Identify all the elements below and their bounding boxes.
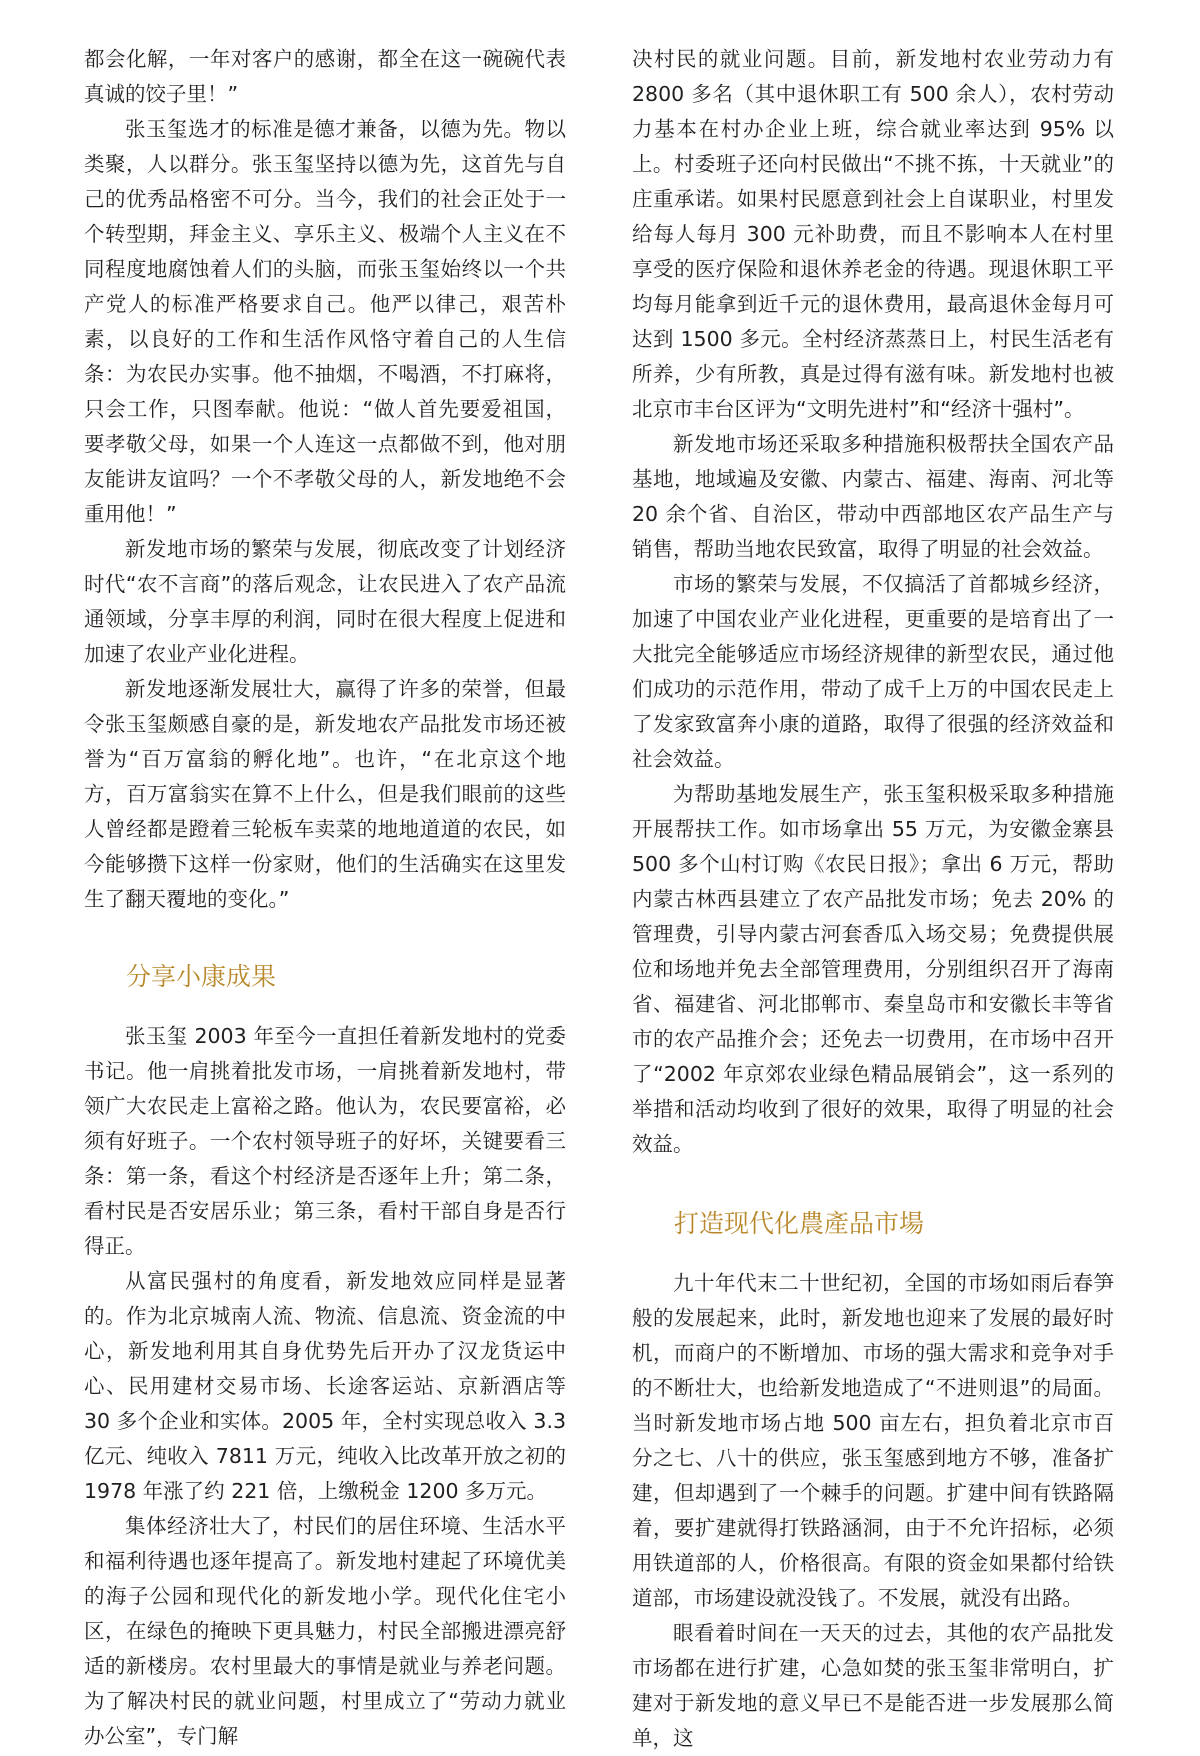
paragraph: 新发地逐渐发展壮大，赢得了许多的荣誉，但最令张玉玺颇感自豪的是，新发地农产品批发市场还被誉为“百万富翁的孵化地”。也许，“在北京这个地方，百万富翁实在算不上什么，但是我们眼前的这些人曾经都是蹬着三轮板车卖菜的地地道道的农民，如今能够攒下这样一份家财，他们的生活确实在这里发生了翻天覆地的变化。” xyxy=(84,677,566,911)
paragraph: 新发地市场还采取多种措施积极帮扶全国农产品基地，地域遍及安徽、内蒙古、福建、海南、河北等 20 余个省、自治区，带动中西部地区农产品生产与销售，帮助当地农民致富，取得了明显的社会效益。 xyxy=(632,432,1114,561)
paragraph: 张玉玺 2003 年至今一直担任着新发地村的党委书记。他一肩挑着批发市场，一肩挑着新发地村，带领广大农民走上富裕之路。他认为，农民要富裕，必须有好班子。一个农村领导班子的好坏，关键要看三条：第一条，看这个村经济是否逐年上升；第二条，看村民是否安居乐业；第三条，看村干部自身是否行得正。 xyxy=(84,1024,566,1258)
paragraph: 集体经济壮大了，村民们的居住环境、生活水平和福利待遇也逐年提高了。新发地村建起了环境优美的海子公园和现代化的新发地小学。现代化住宅小区，在绿色的掩映下更具魅力，村民全部搬进漂亮舒适的新楼房。农村里最大的事情是就业与养老问题。为了解决村民的就业问题，村里成立了“劳动力就业办公室”，专门解 xyxy=(84,1514,566,1748)
section-heading: 分享小康成果 xyxy=(126,962,277,991)
right-column xyxy=(632,42,1114,1756)
left-column xyxy=(84,42,566,1754)
paragraph: 从富民强村的角度看，新发地效应同样是显著的。作为北京城南人流、物流、信息流、资金流的中心，新发地利用其自身优势先后开办了汉龙货运中心、民用建材交易市场、长途客运站、京新酒店等 30 多个企业和实体。2005 年，全村实现总收入 3.3 亿元、纯收入 7811 万元，纯收入比改革开放之初的 1978 年涨了约 221 倍，上缴税金 1200 多万元。 xyxy=(84,1269,566,1503)
paragraph: 张玉玺选才的标准是德才兼备，以德为先。物以类聚，人以群分。张玉玺坚持以德为先，这首先与自己的优秀品格密不可分。当今，我们的社会正处于一个转型期，拜金主义、享乐主义、极端个人主义在不同程度地腐蚀着人们的头脑，而张玉玺始终以一个共产党人的标准严格要求自己。他严以律己，艰苦朴素，以良好的工作和生活作风恪守着自己的人生信条：为农民办实事。他不抽烟，不喝酒，不打麻将，只会工作，只图奉献。他说：“做人首先要爱祖国，要孝敬父母，如果一个人连这一点都做不到，他对朋友能讲友谊吗？一个不孝敬父母的人，新发地绝不会重用他！” xyxy=(84,117,566,526)
paragraph: 都会化解，一年对客户的感谢，都全在这一碗碗代表真诚的饺子里！” xyxy=(84,47,566,106)
paragraph: 决村民的就业问题。目前，新发地村农业劳动力有 2800 多名（其中退休职工有 500 余人），农村劳动力基本在村办企业上班，综合就业率达到 95% 以上。村委班子还向村民做出“不挑不拣，十天就业”的庄重承诺。如果村民愿意到社会上自谋职业，村里发给每人每月 300 元补助费，而且不影响本人在村里享受的医疗保险和退休养老金的待遇。现退休职工平均每月能拿到近千元的退休费用，最高退休金每月可达到 1500 多元。全村经济蒸蒸日上，村民生活老有所养，少有所教，真是过得有滋有味。新发地村也被北京市丰台区评为“文明先进村”和“经济十强村”。 xyxy=(632,47,1114,421)
paragraph: 新发地市场的繁荣与发展，彻底改变了计划经济时代“农不言商”的落后观念，让农民进入了农产品流通领域，分享丰厚的利润，同时在很大程度上促进和加速了农业产业化进程。 xyxy=(84,537,566,666)
paragraph: 为帮助基地发展生产，张玉玺积极采取多种措施开展帮扶工作。如市场拿出 55 万元，为安徽金寨县 500 多个山村订购《农民日报》；拿出 6 万元，帮助内蒙古林西县建立了农产品批发市场；免去 20% 的管理费，引导内蒙古河套香瓜入场交易；免费提供展位和场地并免去全部管理费用，分别组织召开了海南省、福建省、河北邯郸市、秦皇岛市和安徽长丰等省市的农产品推介会；还免去一切费用，在市场中召开了“2002 年京郊农业绿色精品展销会”，这一系列的举措和活动均收到了很好的效果，取得了明显的社会效益。 xyxy=(632,782,1114,1156)
paragraph: 眼看着时间在一天天的过去，其他的农产品批发市场都在进行扩建，心急如焚的张玉玺非常明白，扩建对于新发地的意义早已不是能否进一步发展那么简单，这 xyxy=(632,1621,1114,1750)
paragraph: 九十年代末二十世纪初，全国的市场如雨后春笋般的发展起来，此时，新发地也迎来了发展的最好时机，而商户的不断增加、市场的强大需求和竞争对手的不断壮大，也给新发地造成了“不进则退”的局面。当时新发地市场占地 500 亩左右，担负着北京市百分之七、八十的供应，张玉玺感到地方不够，准备扩建，但却遇到了一个棘手的问题。扩建中间有铁路隔着，要扩建就得打铁路涵洞，由于不允许招标，必须用铁道部的人，价格很高。有限的资金如果都付给铁道部，市场建设就没钱了。不发展，就没有出路。 xyxy=(632,1271,1114,1610)
paragraph: 市场的繁荣与发展，不仅搞活了首都城乡经济，加速了中国农业产业化进程，更重要的是培育出了一大批完全能够适应市场经济规律的新型农民，通过他们成功的示范作用，带动了成千上万的中国农民走上了发家致富奔小康的道路，取得了很强的经济效益和社会效益。 xyxy=(632,572,1114,771)
section-heading: 打造现代化農產品市場 xyxy=(674,1209,925,1238)
